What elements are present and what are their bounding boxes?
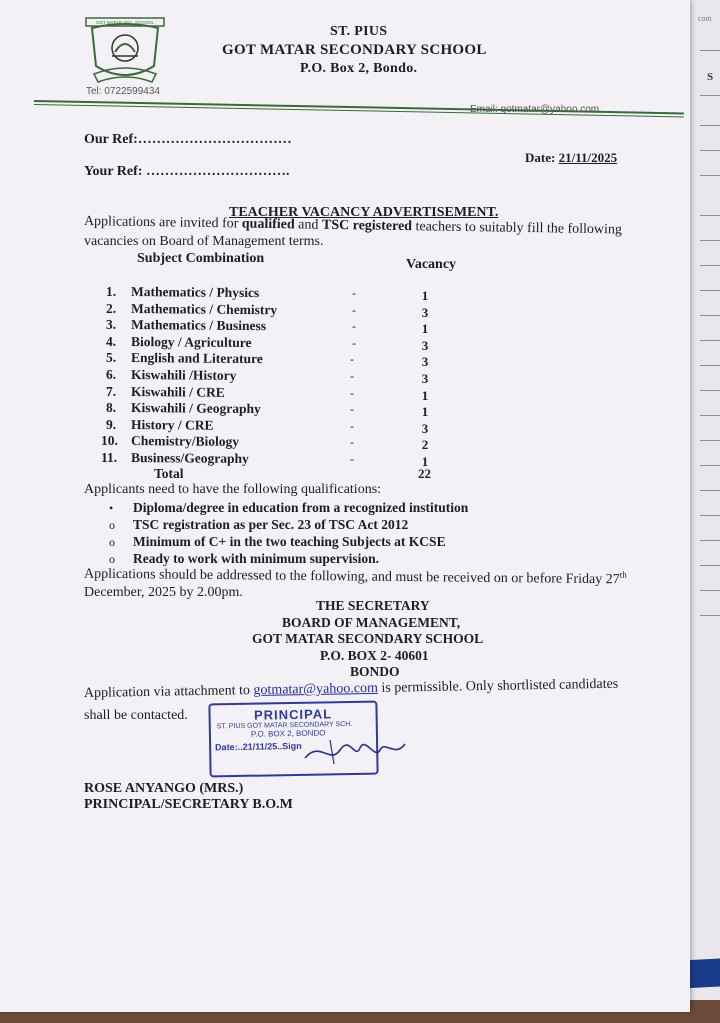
signatory-title: PRINCIPAL/SECRETARY B.O.M — [84, 797, 293, 812]
row-dash: - — [352, 302, 356, 317]
row-subject: Kiswahili / CRE — [130, 383, 225, 400]
intro-rest: teachers to suitably fill the following — [411, 219, 623, 238]
deadline-text: Applications should be addressed to the following, and must be received on or before Friday 27 — [83, 566, 620, 588]
date-value: 21/11/2025 — [558, 150, 618, 165]
stamp-line1: ST. PIUS GOT MATAR SECONDARY SCH. — [216, 720, 353, 731]
intro-and: and — [294, 217, 323, 233]
school-address: P.O. Box 2, Bondo. — [300, 61, 418, 76]
stamp-date-sign: Date:..21/11/25..Sign — [215, 740, 302, 753]
row-dash: - — [350, 435, 354, 450]
row-number: 4. — [106, 333, 117, 349]
row-dash: - — [350, 369, 354, 383]
row-dash: - — [350, 402, 354, 417]
row-subject: Biology / Agriculture — [130, 333, 252, 350]
attachment-line2: shall be contacted. — [84, 708, 188, 723]
row-number: 9. — [106, 416, 117, 432]
row-number: 2. — [106, 300, 117, 316]
row-number: 5. — [106, 350, 117, 366]
table-header-vacancy: Vacancy — [406, 257, 457, 272]
row-subject: Mathematics / Chemistry — [130, 300, 278, 317]
qualification-item: Diploma/degree in education from a recognized institution — [133, 500, 469, 515]
address-line: BONDO — [350, 664, 400, 679]
intro-paragraph-line2: vacancies on Board of Management terms. — [84, 234, 324, 249]
row-subject: Kiswahili / Geography — [130, 400, 261, 417]
row-number: 3. — [106, 317, 117, 333]
row-vacancy: 3 — [421, 337, 429, 353]
school-telephone: Tel: 0722599434 — [86, 86, 160, 97]
address-line: P.O. BOX 2- 40601 — [320, 647, 429, 663]
row-subject: Chemistry/Biology — [130, 433, 240, 450]
row-number: 10. — [101, 433, 118, 449]
date-line — [525, 150, 617, 166]
row-dash: - — [350, 352, 354, 367]
row-vacancy: 3 — [421, 371, 429, 386]
row-subject: Business/Geography — [130, 450, 249, 467]
crest-text: GOT MATAR SEC. SCHOOL — [95, 20, 155, 25]
row-subject: Kiswahili /History — [130, 367, 237, 383]
school-email: Email: gotmatar@yahoo.com — [470, 104, 600, 115]
row-dash: - — [350, 418, 354, 433]
total-label: Total — [154, 466, 184, 481]
qualification-item: Ready to work with minimum supervision. — [133, 551, 380, 566]
row-dash: - — [352, 319, 356, 334]
row-dash: - — [352, 286, 356, 300]
your-reference: Your Ref: …………………………. — [84, 164, 290, 179]
row-vacancy: 3 — [421, 354, 429, 370]
list-bullet: • — [109, 501, 114, 515]
email-link[interactable]: gotmatar@yahoo.com — [253, 680, 379, 699]
stamp-line2: P.O. BOX 2, BONDO — [250, 728, 326, 739]
total-value: 22 — [418, 466, 431, 481]
address-line: THE SECRETARY — [316, 598, 430, 613]
deadline-superscript: th — [619, 569, 627, 580]
stamp-title: PRINCIPAL — [253, 706, 333, 723]
row-vacancy: 1 — [421, 321, 429, 337]
qualifications-intro: Applicants need to have the following qualifications: — [84, 482, 382, 497]
background-page-letter: S — [707, 71, 714, 83]
row-dash: - — [352, 335, 356, 350]
address-line: GOT MATAR SECONDARY SCHOOL — [252, 631, 484, 646]
row-subject: Mathematics / Business — [130, 317, 267, 334]
row-dash: - — [350, 452, 354, 466]
school-name-line2: GOT MATAR SECONDARY SCHOOL — [222, 42, 487, 58]
row-subject: English and Literature — [130, 350, 263, 367]
row-vacancy: 1 — [421, 387, 429, 403]
row-number: 7. — [106, 383, 117, 399]
signatory-name: ROSE ANYANGO (MRS.) — [84, 781, 244, 796]
address-line: BOARD OF MANAGEMENT, — [282, 614, 461, 630]
attachment-post: is permissible. Only shortlisted candidates — [377, 676, 619, 696]
row-vacancy: 3 — [421, 420, 429, 436]
qualification-item: Minimum of C+ in the two teaching Subjects at KCSE — [133, 534, 446, 549]
row-number: 8. — [106, 400, 117, 416]
row-subject: History / CRE — [130, 416, 214, 433]
row-number: 1. — [106, 284, 117, 299]
document-title: TEACHER VACANCY ADVERTISEMENT. — [229, 205, 499, 220]
list-bullet: o — [109, 518, 115, 532]
row-vacancy: 1 — [421, 454, 429, 469]
deadline-line2: December, 2025 by 2.00pm. — [84, 585, 243, 600]
qualification-item: TSC registration as per Sec. 23 of TSC Act 2012 — [133, 517, 409, 532]
intro-qualified: qualified — [241, 216, 295, 233]
row-number: 11. — [101, 450, 118, 465]
intro-text: Applications are invited for — [83, 214, 242, 232]
our-reference: Our Ref:…………………………… — [84, 132, 292, 147]
list-bullet: o — [109, 535, 115, 549]
handwritten-signature — [300, 730, 410, 770]
attachment-pre: Application via attachment to — [83, 683, 254, 701]
table-header-subject: Subject Combination — [137, 251, 265, 266]
row-number: 6. — [106, 367, 117, 382]
row-vacancy: 3 — [421, 304, 429, 320]
row-vacancy: 1 — [421, 288, 429, 303]
school-crest-logo — [82, 12, 168, 86]
background-page-text: com — [698, 14, 712, 23]
date-label: Date: — [525, 150, 556, 165]
list-bullet: o — [109, 552, 115, 566]
intro-tsc: TSC registered — [321, 217, 413, 235]
row-subject: Mathematics / Physics — [130, 284, 260, 301]
row-dash: - — [350, 385, 354, 400]
attachment-line1 — [84, 677, 618, 702]
row-vacancy: 1 — [421, 404, 429, 420]
row-vacancy: 2 — [421, 437, 429, 453]
school-name-line1: ST. PIUS — [330, 24, 388, 39]
